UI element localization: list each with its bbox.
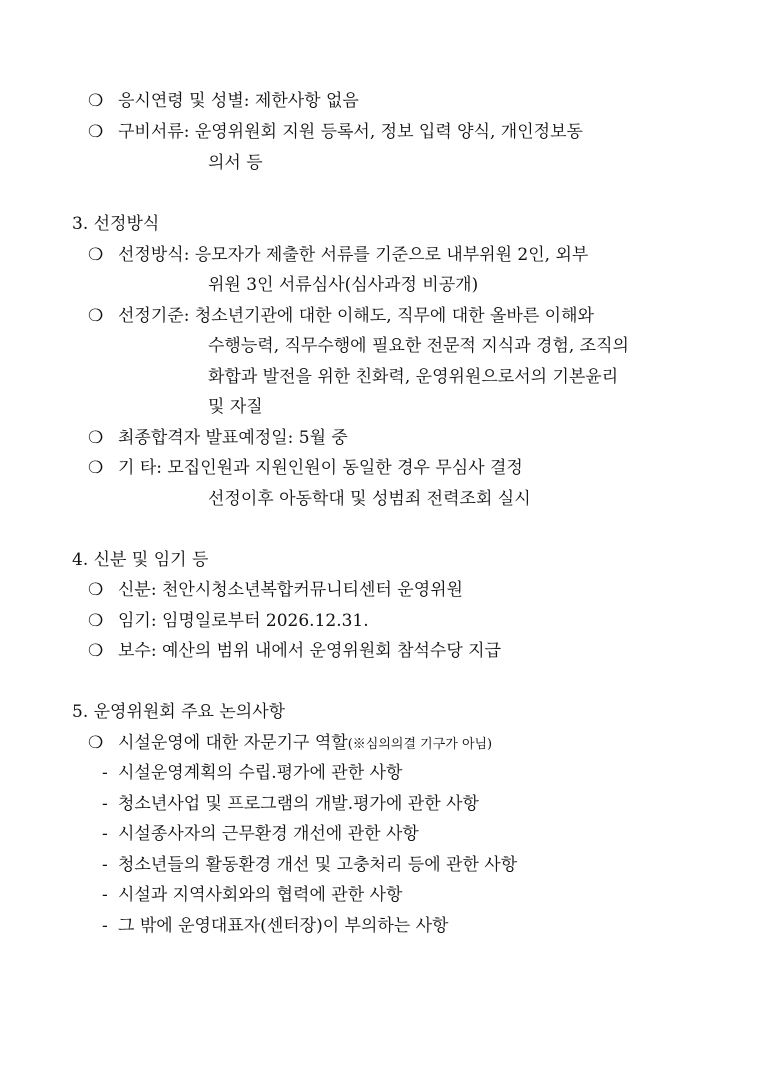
bullet-icon: ❍ (88, 580, 104, 600)
dash-icon: - (102, 824, 108, 844)
term-text: 임기: 임명일로부터 2026.12.31. (118, 611, 369, 631)
bullet-icon: ❍ (88, 91, 104, 111)
role-note-text: (※심의의결 기구가 아님) (347, 737, 493, 752)
bullet-icon: ❍ (88, 306, 104, 326)
bullet-icon: ❍ (88, 245, 104, 265)
list-item: 청소년사업 및 프로그램의 개발.평가에 관한 사항 (118, 794, 479, 814)
list-item: 시설과 지역사회와의 협력에 관한 사항 (118, 885, 403, 905)
list-item: 시설운영계획의 수립.평가에 관한 사항 (118, 763, 403, 783)
documents-text: 구비서류: 운영위원회 지원 등록서, 정보 입력 양식, 개인정보동 (118, 122, 583, 142)
role-text (118, 732, 492, 756)
dash-icon: - (102, 794, 108, 814)
etc-text: 기 타: 모집인원과 지원인원이 동일한 경우 무심사 결정 (118, 458, 523, 478)
announce-text: 최종합격자 발표예정일: 5월 중 (118, 428, 348, 448)
pay-text: 보수: 예산의 범위 내에서 운영위원회 참석수당 지급 (118, 641, 502, 661)
bullet-icon: ❍ (88, 611, 104, 631)
bullet-icon: ❍ (88, 641, 104, 661)
criteria-text-cont: 화합과 발전을 위한 친화력, 운영위원으로서의 기본윤리 (208, 367, 619, 387)
bullet-icon: ❍ (88, 428, 104, 448)
dash-icon: - (102, 916, 108, 936)
dash-icon: - (102, 855, 108, 875)
criteria-text: 선정기준: 청소년기관에 대한 이해도, 직무에 대한 올바른 이해와 (118, 306, 594, 326)
list-item: 시설종사자의 근무환경 개선에 관한 사항 (118, 824, 419, 844)
etc-text-cont: 선정이후 아동학대 및 성범죄 전력조회 실시 (208, 489, 531, 509)
age-gender-text: 응시연령 및 성별: 제한사항 없음 (118, 91, 359, 111)
bullet-icon: ❍ (88, 122, 104, 142)
dash-icon: - (102, 885, 108, 905)
criteria-text-cont: 및 자질 (208, 397, 263, 417)
bullet-icon: ❍ (88, 733, 104, 753)
method-text-cont: 위원 3인 서류심사(심사과정 비공개) (208, 275, 479, 295)
status-text: 신분: 천안시청소년복합커뮤니티센터 운영위원 (118, 580, 463, 600)
role-main-text: 시설운영에 대한 자문기구 역할 (118, 733, 348, 753)
dash-icon: - (102, 763, 108, 783)
section-5-heading: 5. 운영위원회 주요 논의사항 (72, 702, 286, 722)
method-text: 선정방식: 응모자가 제출한 서류를 기준으로 내부위원 2인, 외부 (118, 245, 589, 265)
bullet-icon: ❍ (88, 458, 104, 478)
documents-text-cont: 의서 등 (208, 153, 263, 173)
list-item: 청소년들의 활동환경 개선 및 고충처리 등에 관한 사항 (118, 855, 518, 875)
list-item: 그 밖에 운영대표자(센터장)이 부의하는 사항 (118, 916, 449, 936)
section-3-heading: 3. 선정방식 (72, 214, 160, 234)
section-4-heading: 4. 신분 및 임기 등 (72, 550, 209, 570)
criteria-text-cont: 수행능력, 직무수행에 필요한 전문적 지식과 경험, 조직의 (208, 336, 629, 356)
